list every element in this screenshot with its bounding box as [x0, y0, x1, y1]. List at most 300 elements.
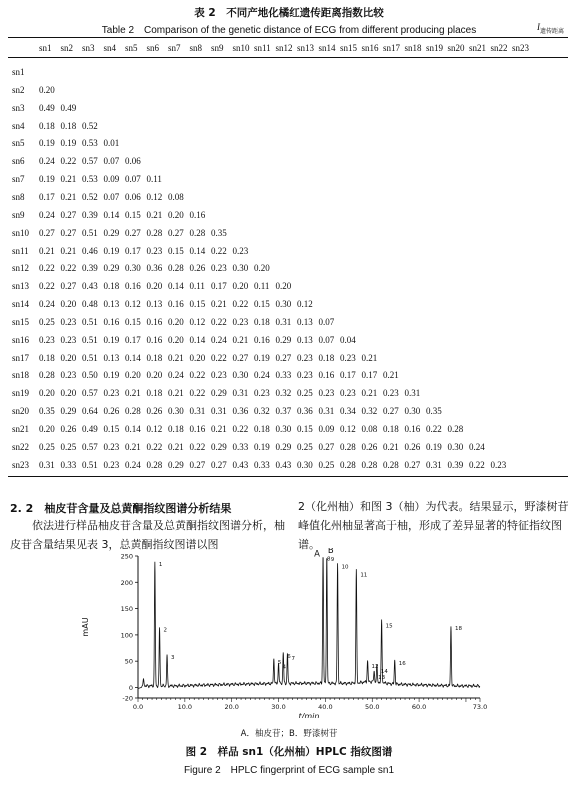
peak-label: 14 — [380, 669, 388, 676]
distance-cell: 0.27 — [60, 227, 77, 238]
x-tick-label: 50.0 — [365, 703, 380, 711]
distance-cell: 0.29 — [60, 406, 77, 417]
distance-cell: 0.22 — [189, 370, 206, 381]
distance-cell: 0.16 — [189, 209, 206, 220]
distance-cell: 0.23 — [318, 388, 335, 399]
distance-cell: 0.19 — [254, 352, 270, 363]
distance-cell: 0.21 — [125, 441, 141, 452]
distance-cell: 0.18 — [39, 120, 55, 131]
distance-cell: 0.28 — [125, 406, 141, 417]
row-label: sn12 — [12, 263, 30, 274]
distance-cell: 0.28 — [383, 459, 399, 470]
distance-cell: 0.50 — [82, 370, 98, 381]
peak-label: 6 — [287, 653, 291, 660]
distance-cell: 0.30 — [275, 299, 292, 310]
column-header: sn1 — [39, 43, 52, 53]
distance-cell: 0.43 — [232, 459, 249, 470]
distance-cell: 0.18 — [254, 316, 270, 327]
distance-cell: 0.11 — [254, 281, 270, 292]
distance-cell: 0.13 — [297, 334, 313, 345]
distance-cell: 0.20 — [275, 281, 292, 292]
distance-cell: 0.24 — [469, 441, 485, 452]
column-header: sn9 — [211, 43, 224, 53]
distance-cell: 0.17 — [340, 370, 356, 381]
x-tick-label: 10.0 — [177, 703, 193, 711]
distance-cell: 0.26 — [189, 263, 206, 274]
table-unit-symbol: I — [536, 22, 540, 32]
x-axis-label: t/min — [298, 712, 320, 718]
distance-cell: 0.28 — [340, 441, 356, 452]
row-label: sn19 — [12, 388, 30, 399]
row-label: sn22 — [12, 441, 30, 452]
distance-cell: 0.01 — [103, 138, 120, 149]
distance-cell: 0.33 — [254, 459, 270, 470]
peak-label: 12 — [371, 663, 379, 670]
distance-cell: 0.29 — [103, 227, 120, 238]
x-tick-label: 40.0 — [318, 703, 333, 711]
distance-cell: 0.24 — [125, 459, 141, 470]
y-tick-label: 100 — [120, 631, 133, 640]
distance-cell: 0.12 — [189, 316, 206, 327]
distance-cell: 0.26 — [146, 406, 163, 417]
distance-cell: 0.16 — [189, 424, 206, 434]
column-header: sn5 — [125, 43, 138, 53]
distance-cell: 0.51 — [82, 316, 98, 327]
distance-cell: 0.36 — [146, 263, 163, 274]
distance-cell: 0.33 — [232, 441, 249, 452]
distance-cell: 0.24 — [254, 370, 270, 381]
distance-cell: 0.20 — [146, 281, 163, 292]
distance-cell: 0.30 — [275, 424, 292, 434]
hplc-chromatogram — [74, 548, 494, 718]
distance-cell: 0.22 — [189, 441, 206, 452]
row-label: sn10 — [12, 227, 30, 238]
distance-cell: 0.16 — [254, 334, 270, 345]
distance-cell: 0.18 — [318, 352, 335, 363]
distance-cell: 0.30 — [447, 441, 464, 452]
distance-cell: 0.13 — [146, 299, 163, 310]
distance-cell: 0.37 — [275, 406, 292, 417]
row-label: sn21 — [12, 424, 30, 434]
distance-cell: 0.52 — [82, 191, 98, 202]
column-header: sn22 — [490, 43, 508, 53]
distance-cell: 0.14 — [103, 209, 120, 220]
distance-cell: 0.22 — [426, 424, 442, 434]
distance-cell: 0.22 — [211, 245, 227, 256]
distance-cell: 0.14 — [189, 245, 206, 256]
distance-cell: 0.22 — [211, 316, 227, 327]
distance-cell: 0.32 — [275, 388, 292, 399]
distance-cell: 0.21 — [211, 299, 227, 310]
y-tick-label: 150 — [120, 605, 133, 614]
distance-cell: 0.12 — [340, 424, 356, 434]
column-header: sn14 — [318, 43, 336, 53]
distance-cell: 0.19 — [254, 441, 270, 452]
distance-cell: 0.12 — [125, 299, 141, 310]
distance-cell: 0.64 — [82, 406, 98, 417]
section-heading: 2. 2 柚皮苷含量及总黄酮指纹图谱分析结果 — [10, 502, 232, 515]
distance-cell: 0.48 — [82, 299, 98, 310]
distance-cell: 0.17 — [361, 370, 378, 381]
peak-label: 5 — [277, 660, 282, 667]
distance-cell: 0.39 — [82, 209, 98, 220]
peak-label: 15 — [385, 623, 393, 630]
distance-cell: 0.22 — [232, 424, 249, 434]
distance-cell: 0.31 — [275, 316, 292, 327]
distance-cell: 0.21 — [211, 424, 227, 434]
y-tick-label: 50 — [124, 657, 133, 666]
distance-cell: 0.31 — [189, 406, 206, 417]
distance-cell: 0.21 — [383, 441, 399, 452]
distance-cell: 0.25 — [318, 459, 335, 470]
distance-cell: 0.20 — [168, 316, 184, 327]
distance-cell: 0.06 — [125, 191, 141, 202]
row-label: sn18 — [12, 370, 30, 381]
y-tick-label: 0 — [128, 683, 133, 692]
distance-cell: 0.23 — [60, 334, 77, 345]
distance-cell: 0.23 — [297, 352, 313, 363]
distance-cell: 0.15 — [125, 209, 141, 220]
distance-cell: 0.31 — [426, 459, 442, 470]
distance-cell: 0.20 — [60, 352, 77, 363]
distance-cell: 0.51 — [82, 459, 98, 470]
distance-cell: 0.20 — [168, 209, 184, 220]
distance-cell: 0.57 — [82, 441, 98, 452]
distance-cell: 0.27 — [404, 459, 421, 470]
distance-cell: 0.24 — [39, 299, 55, 310]
distance-cell: 0.18 — [60, 120, 77, 131]
distance-cell: 0.21 — [60, 174, 77, 185]
distance-cell: 0.22 — [60, 263, 77, 274]
distance-cell: 0.04 — [340, 334, 356, 345]
row-label: sn6 — [12, 156, 25, 167]
row-label: sn3 — [12, 102, 25, 113]
distance-cell: 0.39 — [82, 263, 98, 274]
distance-cell: 0.21 — [39, 245, 55, 256]
table-title-en: Table 2 Comparison of the genetic distance of ECG from different producing places — [101, 25, 477, 36]
distance-cell: 0.29 — [211, 388, 227, 399]
row-label: sn4 — [12, 120, 25, 131]
distance-cell: 0.53 — [82, 138, 98, 149]
figure-caption-en: Figure 2 HPLC fingerprint of ECG sample sn1 — [183, 765, 395, 776]
signal-trace — [138, 557, 480, 688]
distance-cell: 0.19 — [103, 334, 120, 345]
distance-cell: 0.11 — [189, 281, 205, 292]
distance-cell: 0.24 — [39, 156, 55, 167]
distance-cell: 0.23 — [60, 370, 77, 381]
distance-cell: 0.23 — [60, 316, 77, 327]
distance-cell: 0.30 — [232, 263, 249, 274]
distance-cell: 0.23 — [39, 334, 55, 345]
distance-cell: 0.27 — [125, 227, 141, 238]
distance-cell: 0.30 — [125, 263, 141, 274]
distance-cell: 0.43 — [275, 459, 292, 470]
distance-cell: 0.21 — [168, 441, 184, 452]
distance-cell: 0.31 — [39, 459, 55, 470]
distance-cell: 0.51 — [82, 352, 98, 363]
distance-cell: 0.24 — [211, 334, 227, 345]
distance-cell: 0.22 — [211, 352, 227, 363]
x-tick-label: 0.0 — [132, 703, 144, 711]
distance-cell: 0.28 — [146, 227, 163, 238]
distance-cell: 0.19 — [103, 370, 120, 381]
distance-cell: 0.20 — [60, 388, 77, 399]
distance-cell: 0.27 — [60, 209, 77, 220]
distance-cell: 0.18 — [168, 424, 184, 434]
distance-cell: 0.23 — [103, 459, 120, 470]
column-header: sn6 — [146, 43, 160, 53]
distance-cell: 0.08 — [168, 191, 184, 202]
distance-cell: 0.27 — [232, 352, 249, 363]
distance-cell: 0.27 — [211, 459, 227, 470]
distance-cell: 0.13 — [297, 316, 313, 327]
distance-cell: 0.15 — [189, 299, 206, 310]
distance-cell: 0.15 — [254, 299, 270, 310]
column-header: sn8 — [189, 43, 203, 53]
column-header: sn13 — [297, 43, 315, 53]
row-label: sn17 — [12, 352, 30, 363]
distance-cell: 0.12 — [297, 299, 313, 310]
distance-cell: 0.25 — [39, 441, 55, 452]
row-label: sn8 — [12, 191, 25, 202]
distance-cell: 0.25 — [39, 316, 55, 327]
distance-cell: 0.23 — [146, 245, 163, 256]
distance-cell: 0.31 — [404, 388, 421, 399]
distance-cell: 0.16 — [318, 370, 335, 381]
distance-cell: 0.30 — [168, 406, 184, 417]
distance-cell: 0.51 — [82, 227, 98, 238]
row-label: sn2 — [12, 84, 25, 95]
distance-cell: 0.29 — [211, 441, 227, 452]
distance-cell: 0.29 — [103, 263, 120, 274]
section-text-right: 2（化州柚）和图 3（柚）为代表。结果显示，野漆树苷峰值化州柚显著高于柚，形成了差异显著的特征指纹图谱。 — [298, 500, 569, 551]
distance-cell: 0.26 — [361, 441, 378, 452]
distance-cell: 0.09 — [103, 174, 120, 185]
peak-label: 9 — [330, 557, 335, 564]
distance-cell: 0.49 — [39, 102, 55, 113]
distance-cell: 0.14 — [168, 281, 184, 292]
distance-cell: 0.15 — [297, 424, 313, 434]
distance-cell: 0.21 — [60, 191, 77, 202]
distance-cell: 0.18 — [103, 281, 120, 292]
distance-cell: 0.15 — [125, 316, 141, 327]
peak-label: 10 — [341, 564, 349, 571]
row-label: sn15 — [12, 316, 30, 327]
distance-cell: 0.20 — [125, 370, 141, 381]
distance-cell: 0.09 — [318, 424, 335, 434]
row-label: sn20 — [12, 406, 30, 417]
distance-cell: 0.22 — [146, 441, 163, 452]
distance-cell: 0.26 — [103, 406, 120, 417]
column-header: sn20 — [447, 43, 465, 53]
peak-annotation-b: B — [327, 548, 334, 557]
distance-cell: 0.22 — [189, 388, 206, 399]
peak-annotation-a: A — [314, 549, 320, 560]
distance-cell: 0.23 — [211, 370, 227, 381]
distance-cell: 0.29 — [168, 459, 184, 470]
distance-cell: 0.23 — [297, 370, 313, 381]
distance-cell: 0.12 — [146, 424, 163, 434]
distance-cell: 0.23 — [340, 388, 356, 399]
distance-cell: 0.19 — [103, 245, 120, 256]
distance-cell: 0.31 — [211, 406, 227, 417]
distance-cell: 0.14 — [125, 352, 141, 363]
distance-cell: 0.35 — [39, 406, 55, 417]
distance-cell: 0.49 — [82, 424, 98, 434]
x-tick-label: 60.0 — [411, 703, 427, 711]
section-text-left: 依法进行样品柚皮苷含量及总黄酮指纹图谱分析，柚皮苷含量结果见表 3，总黄酮指纹图谱以图 — [10, 519, 285, 551]
row-label: sn14 — [12, 299, 30, 310]
x-tick-label: 73.0 — [472, 703, 488, 711]
distance-cell: 0.33 — [60, 459, 77, 470]
distance-cell: 0.16 — [404, 424, 421, 434]
distance-cell: 0.28 — [447, 424, 464, 434]
distance-cell: 0.07 — [125, 174, 141, 185]
distance-cell: 0.24 — [39, 209, 55, 220]
distance-cell: 0.21 — [125, 388, 141, 399]
distance-cell: 0.27 — [275, 352, 292, 363]
distance-cell: 0.20 — [146, 370, 163, 381]
distance-cell: 0.21 — [383, 370, 399, 381]
distance-cell: 0.19 — [60, 138, 77, 149]
column-header: sn15 — [340, 43, 358, 53]
distance-cell: 0.36 — [232, 406, 249, 417]
distance-cell: 0.27 — [39, 227, 55, 238]
distance-cell: 0.07 — [103, 191, 120, 202]
row-label: sn5 — [12, 138, 25, 149]
distance-cell: 0.23 — [232, 316, 249, 327]
distance-cell: 0.22 — [469, 459, 485, 470]
distance-cell: 0.25 — [60, 441, 77, 452]
x-tick-label: 20.0 — [224, 703, 239, 711]
distance-cell: 0.07 — [103, 156, 120, 167]
peak-label: 4 — [282, 664, 287, 671]
distance-cell: 0.21 — [60, 245, 77, 256]
row-label: sn9 — [12, 209, 25, 220]
distance-cell: 0.14 — [189, 334, 206, 345]
distance-cell: 0.28 — [361, 459, 378, 470]
distance-cell: 0.28 — [39, 370, 55, 381]
distance-cell: 0.16 — [125, 281, 141, 292]
peak-label: 2 — [163, 627, 168, 634]
distance-cell: 0.16 — [146, 316, 163, 327]
distance-cell: 0.20 — [60, 299, 77, 310]
distance-cell: 0.31 — [318, 406, 335, 417]
distance-cell: 0.07 — [318, 334, 335, 345]
distance-cell: 0.26 — [404, 441, 421, 452]
distance-cell: 0.28 — [146, 459, 163, 470]
distance-cell: 0.21 — [232, 334, 249, 345]
distance-cell: 0.27 — [189, 459, 206, 470]
distance-cell: 0.26 — [60, 424, 77, 434]
peak-label: 1 — [158, 561, 163, 568]
distance-cell: 0.52 — [82, 120, 98, 131]
distance-cell: 0.23 — [383, 388, 399, 399]
distance-cell: 0.19 — [426, 441, 442, 452]
column-header: sn7 — [168, 43, 181, 53]
distance-cell: 0.39 — [447, 459, 464, 470]
distance-cell: 0.07 — [318, 316, 335, 327]
figure-caption-cn: 图 2 样品 sn1（化州柚）HPLC 指纹图谱 — [185, 746, 393, 758]
distance-cell: 0.19 — [39, 174, 55, 185]
distance-cell: 0.49 — [60, 102, 77, 113]
distance-cell: 0.27 — [383, 406, 399, 417]
column-header: sn16 — [361, 43, 379, 53]
distance-cell: 0.29 — [275, 441, 292, 452]
distance-cell: 0.36 — [297, 406, 313, 417]
distance-cell: 0.11 — [146, 174, 162, 185]
distance-cell: 0.18 — [254, 424, 270, 434]
distance-cell: 0.19 — [39, 138, 55, 149]
row-label: sn1 — [12, 67, 25, 77]
distance-cell: 0.34 — [340, 406, 356, 417]
distance-cell: 0.53 — [82, 174, 98, 185]
peak-label: 3 — [171, 654, 175, 661]
distance-cell: 0.57 — [82, 156, 98, 167]
distance-cell: 0.17 — [39, 191, 55, 202]
distance-cell: 0.30 — [404, 406, 421, 417]
distance-cell: 0.25 — [297, 441, 313, 452]
distance-cell: 0.23 — [211, 263, 227, 274]
distance-cell: 0.31 — [232, 388, 249, 399]
distance-cell: 0.22 — [232, 299, 249, 310]
distance-cell: 0.29 — [275, 334, 292, 345]
distance-cell: 0.15 — [103, 424, 120, 434]
distance-cell: 0.33 — [275, 370, 292, 381]
distance-cell: 0.20 — [39, 388, 55, 399]
distance-cell: 0.27 — [60, 281, 77, 292]
distance-cell: 0.43 — [82, 281, 98, 292]
column-header: sn3 — [82, 43, 95, 53]
y-tick-label: -20 — [122, 694, 133, 703]
distance-cell: 0.30 — [232, 370, 249, 381]
y-tick-label: 200 — [120, 578, 133, 587]
distance-cell: 0.32 — [254, 406, 270, 417]
distance-cell: 0.23 — [232, 245, 249, 256]
distance-cell: 0.20 — [254, 263, 270, 274]
distance-cell: 0.21 — [361, 388, 378, 399]
distance-cell: 0.21 — [168, 388, 184, 399]
distance-cell: 0.20 — [39, 424, 55, 434]
distance-cell: 0.20 — [168, 334, 184, 345]
figure-legend: A．柚皮苷；B．野漆树苷 — [240, 729, 338, 739]
distance-cell: 0.21 — [168, 352, 184, 363]
table-unit-sub: 遗传距离 — [539, 27, 564, 35]
column-header: sn12 — [275, 43, 293, 53]
distance-cell: 0.06 — [125, 156, 141, 167]
distance-cell: 0.13 — [103, 299, 120, 310]
distance-cell: 0.20 — [39, 84, 55, 95]
distance-cell: 0.08 — [361, 424, 378, 434]
distance-cell: 0.16 — [146, 334, 163, 345]
distance-cell: 0.16 — [168, 299, 184, 310]
column-header: sn17 — [383, 43, 401, 53]
distance-cell: 0.23 — [490, 459, 507, 470]
column-header: sn21 — [469, 43, 487, 53]
column-header: sn11 — [254, 43, 271, 53]
distance-cell: 0.21 — [146, 209, 163, 220]
distance-cell: 0.15 — [168, 245, 184, 256]
row-label: sn23 — [12, 459, 30, 470]
distance-cell: 0.27 — [318, 441, 335, 452]
distance-cell: 0.22 — [60, 156, 77, 167]
distance-cell: 0.25 — [297, 388, 313, 399]
distance-cell: 0.57 — [82, 388, 98, 399]
peak-label: 8 — [327, 556, 331, 563]
distance-cell: 0.23 — [103, 388, 120, 399]
peak-label: 7 — [291, 656, 295, 663]
distance-cell: 0.28 — [189, 227, 206, 238]
